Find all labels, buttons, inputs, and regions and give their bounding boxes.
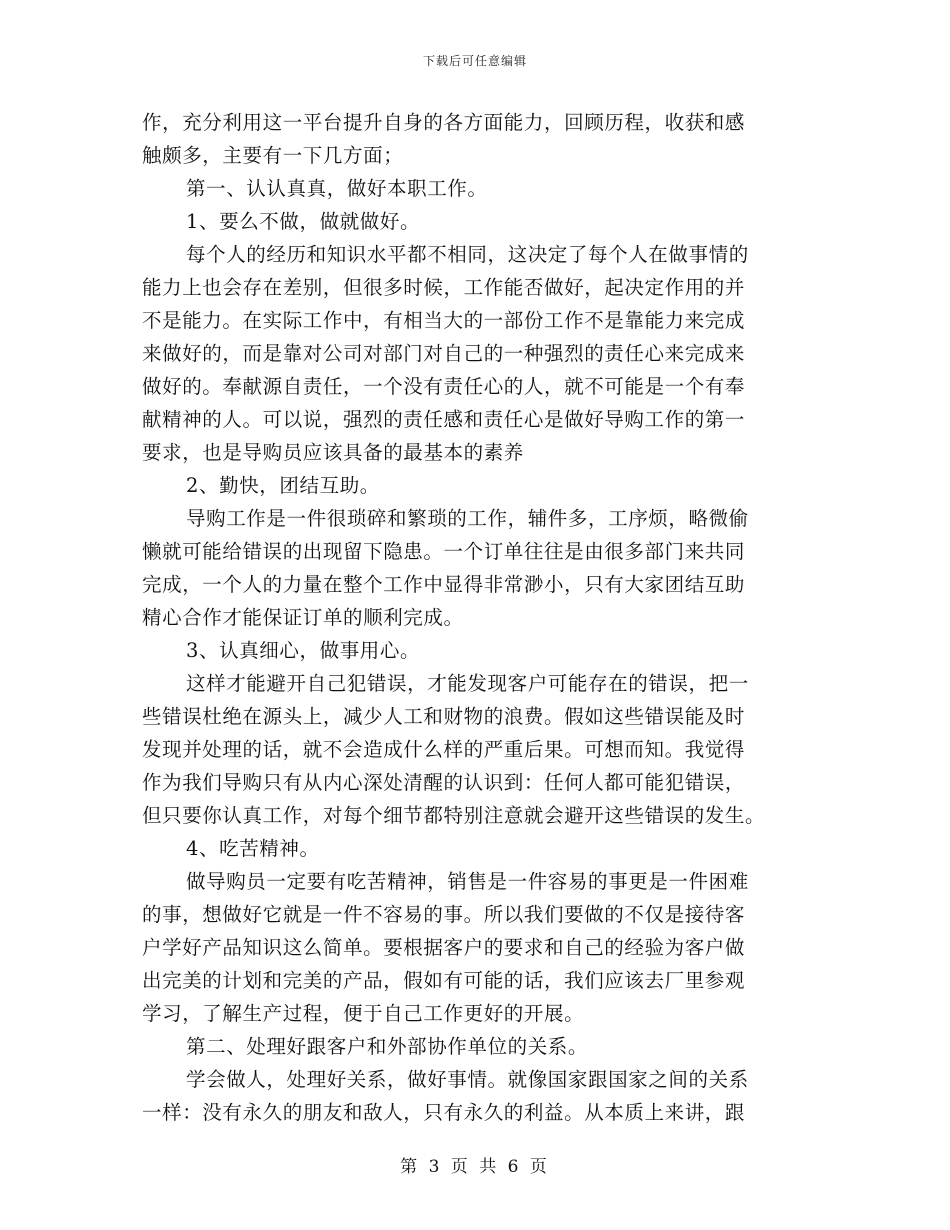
section-heading: 第二、处理好跟客户和外部协作单位的关系。 [186, 1035, 589, 1058]
text-line: 每个人的经历和知识水平都不相同，这决定了每个人在做事情的 [186, 243, 749, 266]
sub-heading: 2、勤快，团结互助。 [186, 474, 380, 497]
document-body [142, 106, 812, 1129]
sub-heading: 4、吃苦精神。 [186, 837, 320, 860]
text-line: 学习，了解生产过程，便于自己工作更好的开展。 [142, 1002, 585, 1025]
page-header: 下载后可任意编辑 [422, 54, 527, 68]
text-line: 做好的。奉献源自责任，一个没有责任心的人，就不可能是一个有奉 [142, 375, 746, 398]
sub-heading: 1、要么不做，做就做好。 [186, 210, 421, 233]
text-line: 能力上也会存在差别，但很多时候，工作能否做好，起决定作用的并 [142, 276, 746, 299]
text-line: 户学好产品知识这么简单。要根据客户的要求和自己的经验为客户做 [142, 936, 746, 959]
text-line: 导购工作是一件很琐碎和繁琐的工作，辅件多，工序烦，略微偷 [186, 507, 749, 530]
text-line: 但只要你认真工作，对每个细节都特别注意就会避开这些错误的发生。 [142, 804, 766, 827]
text-line: 发现并处理的话，就不会造成什么样的严重后果。可想而知。我觉得 [142, 738, 746, 761]
text-line: 做导购员一定要有吃苦精神，销售是一件容易的事更是一件困难 [186, 870, 749, 893]
text-line: 作为我们导购只有从内心深处清醒的认识到：任何人都可能犯错误， [142, 771, 746, 794]
text-line: 要求，也是导购员应该具备的最基本的素养 [142, 441, 524, 464]
text-line: 学会做人，处理好关系，做好事情。就像国家跟国家之间的关系 [186, 1068, 749, 1091]
sub-heading: 3、认真细心，做事用心。 [186, 639, 421, 662]
text-line: 一样：没有永久的朋友和敌人，只有永久的利益。从本质上来讲，跟 [142, 1101, 746, 1124]
text-line: 作，充分利用这一平台提升自身的各方面能力，回顾历程，收获和感 [142, 111, 746, 134]
text-line: 精心合作才能保证订单的顺利完成。 [142, 606, 464, 629]
text-line: 触颇多，主要有一下几方面； [142, 144, 404, 167]
text-line: 来做好的，而是靠对公司对部门对自己的一种强烈的责任心来完成来 [142, 342, 746, 365]
text-line: 懒就可能给错误的出现留下隐患。一个订单往往是由很多部门来共同 [142, 540, 746, 563]
text-line: 些错误杜绝在源头上，减少人工和财物的浪费。假如这些错误能及时 [142, 705, 746, 728]
text-line: 的事，想做好它就是一件不容易的事。所以我们要做的不仅是接待客 [142, 903, 746, 926]
section-heading: 第一、认认真真，做好本职工作。 [186, 177, 488, 200]
text-line: 这样才能避开自己犯错误，才能发现客户可能存在的错误，把一 [186, 672, 749, 695]
text-line: 不是能力。在实际工作中，有相当大的一部份工作不是靠能力来完成 [142, 309, 746, 332]
page-number: 第 3 页 共 6 页 [400, 1157, 550, 1177]
text-line: 献精神的人。可以说，强烈的责任感和责任心是做好导购工作的第一 [142, 408, 746, 431]
text-line: 出完美的计划和完美的产品，假如有可能的话，我们应该去厂里参观 [142, 969, 746, 992]
text-line: 完成，一个人的力量在整个工作中显得非常渺小，只有大家团结互助 [142, 573, 746, 596]
